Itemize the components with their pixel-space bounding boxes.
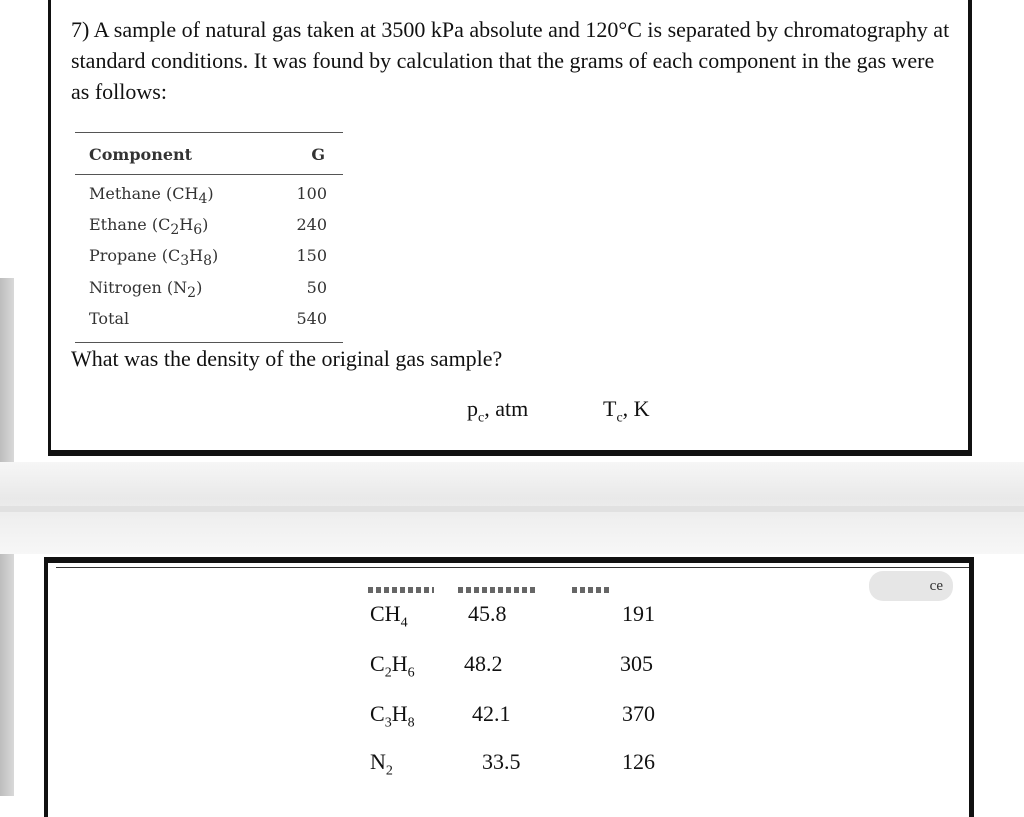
table-row: Methane $(CH_4)$ 100 (89, 184, 327, 208)
pc-value: 45.8 (468, 601, 507, 626)
question-text: 7) A sample of natural gas taken at 3500 kPa absolute and 120°C is separated by chromatography at standard conditions. It was found by calculation that the grams of each component in the gas were as follows: (71, 17, 950, 104)
table-row: Propane $(C_3H_8)$ 150 (89, 246, 327, 270)
formula-n2: $N_2$ (370, 749, 393, 779)
cropped-header-text (458, 587, 538, 593)
table-row: Ethane $(C_2H_6)$ 240 (89, 215, 327, 239)
tc-value: 126 (622, 749, 655, 774)
header-component: Component (89, 145, 193, 164)
component-table-header (75, 133, 343, 164)
tc-value: 370 (622, 701, 655, 726)
formula-c2h6: $C_2H_6$ (370, 651, 415, 681)
pc-value: 42.1 (472, 701, 511, 726)
partial-marker: ce (869, 571, 953, 601)
followup-question: What was the density of the original gas sample? (71, 346, 503, 371)
critical-properties-card (44, 557, 974, 817)
formula-c3h8: $C_3H_8$ (370, 701, 415, 731)
formula-ch4: $CH_4$ (370, 601, 408, 631)
table-row-total: Total 540 (89, 308, 327, 328)
component-table (75, 132, 343, 343)
pc-header: $p_c$, atm (467, 396, 529, 426)
tc-value: 191 (622, 601, 655, 626)
pc-value: 48.2 (464, 651, 503, 676)
tc-header: $T_c$, K (603, 396, 650, 426)
page-gap (0, 462, 1024, 554)
tc-value: 305 (620, 651, 653, 676)
pc-value: 33.5 (482, 749, 521, 774)
cropped-header-text (572, 587, 612, 593)
table-row: Nitrogen $(N_2)$ 50 (89, 277, 327, 301)
header-g: G (311, 145, 325, 164)
question-card (48, 0, 972, 456)
cropped-header-text (368, 587, 434, 593)
